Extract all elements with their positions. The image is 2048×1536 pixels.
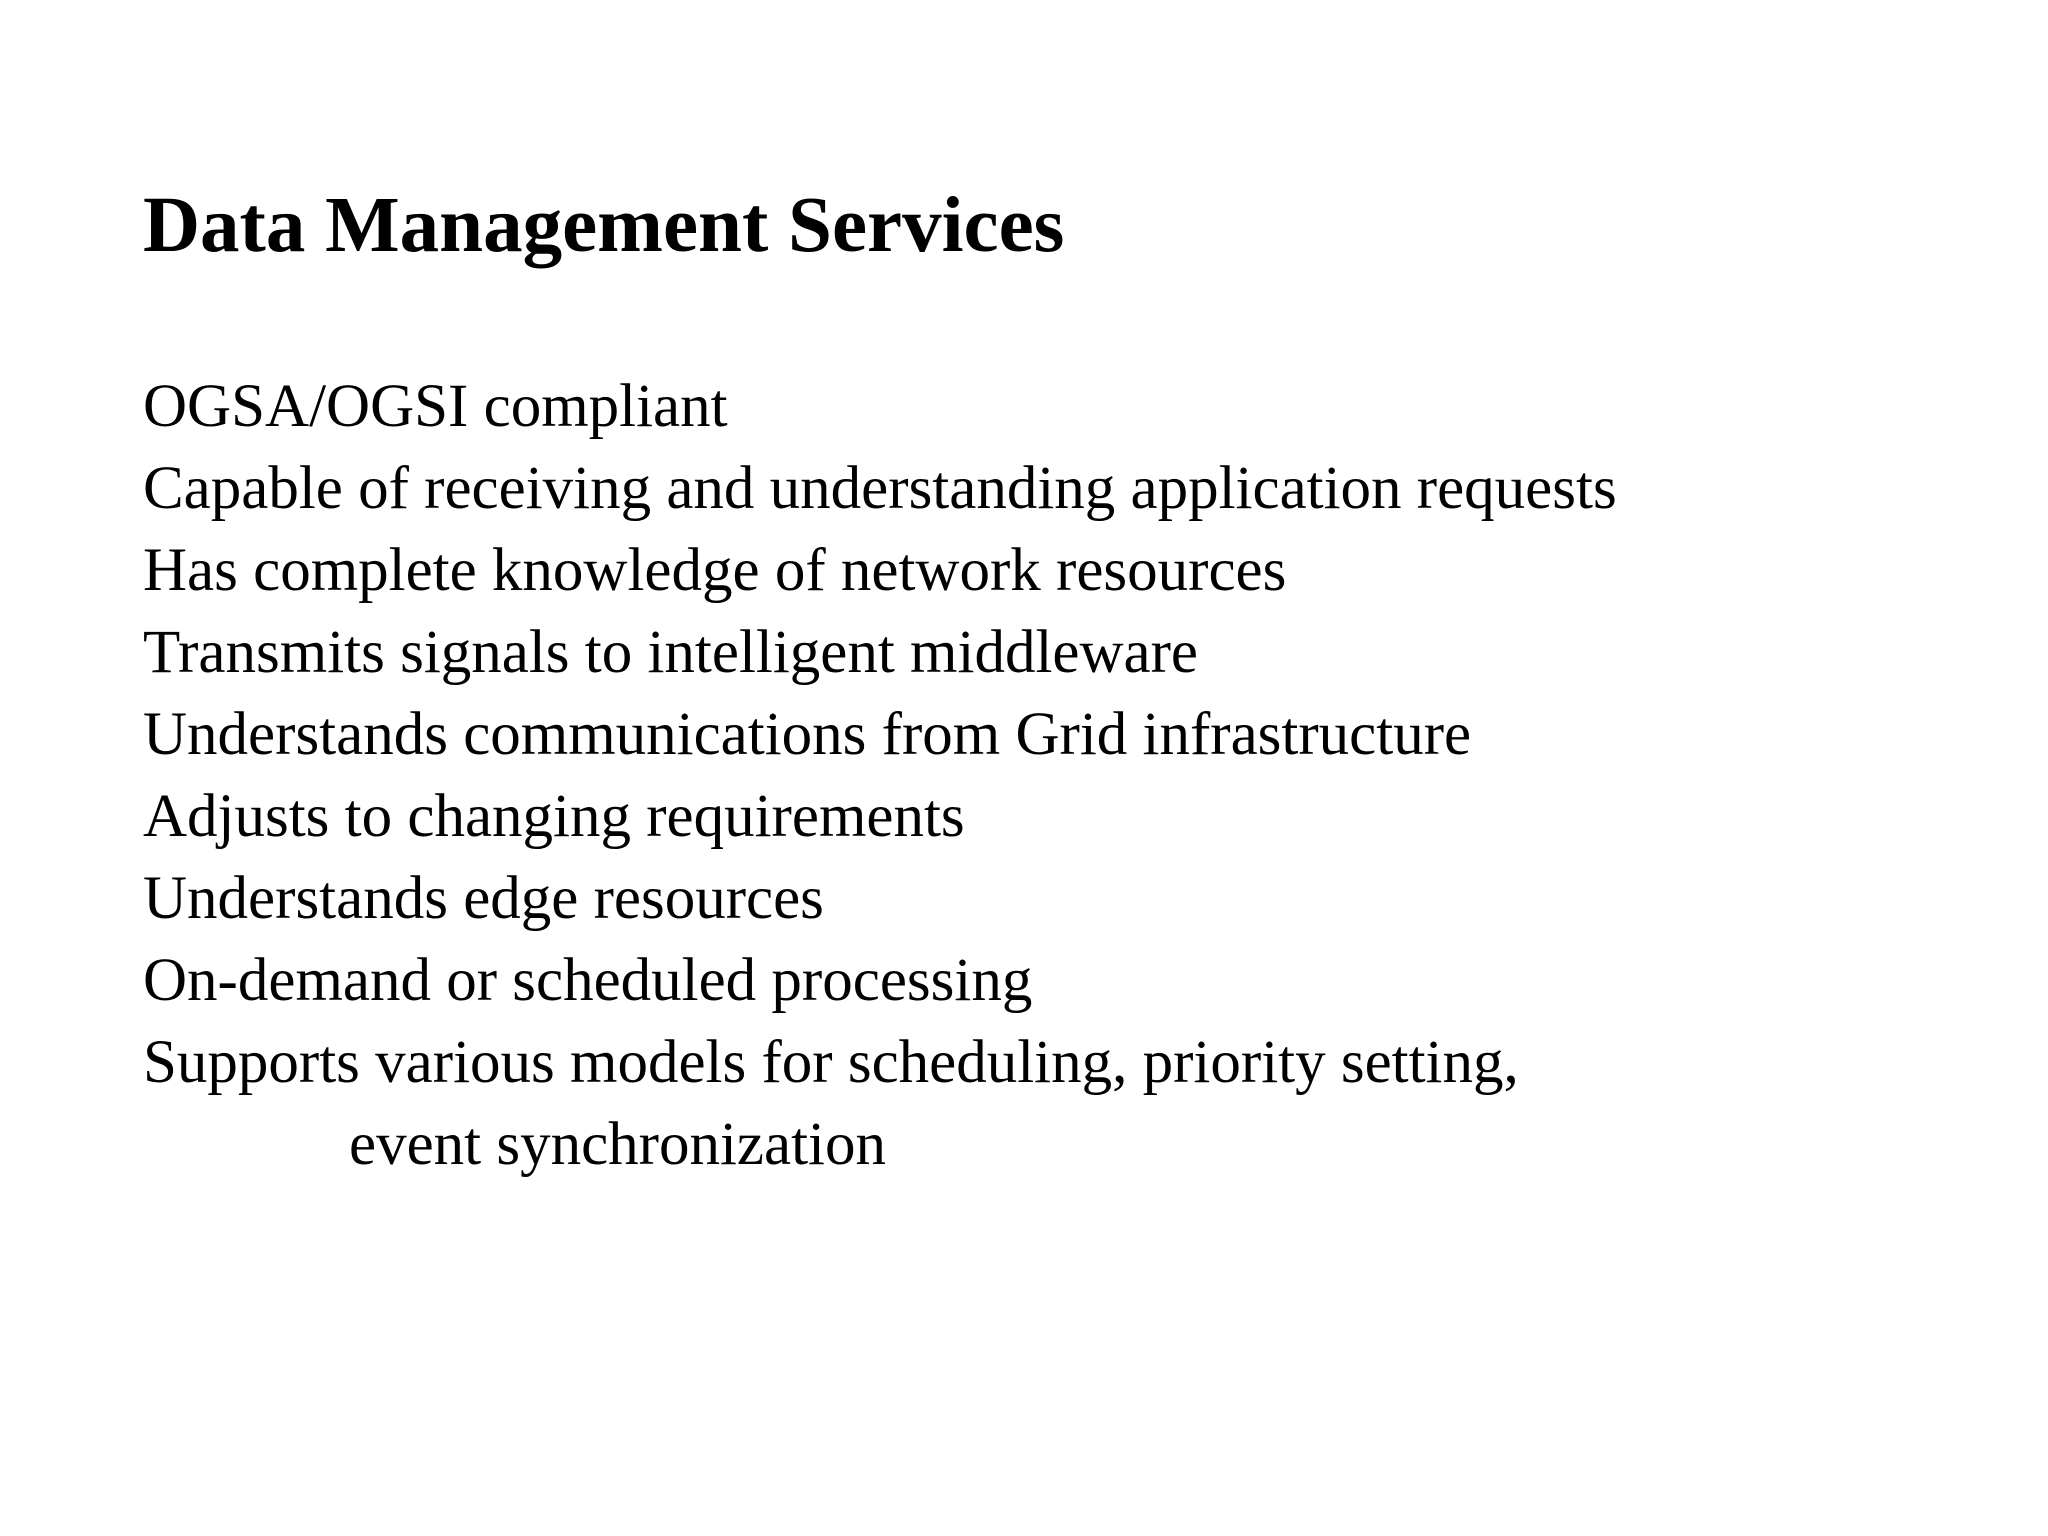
list-item: OGSA/OGSI compliant <box>143 373 728 440</box>
list-item: Capable of receiving and understanding application requests <box>143 455 1617 522</box>
slide-title: Data Management Services <box>143 182 1065 269</box>
feature-list <box>143 366 1617 1186</box>
list-item: On-demand or scheduled processing <box>143 947 1033 1014</box>
list-item: Transmits signals to intelligent middleware <box>143 619 1198 686</box>
list-item: Has complete knowledge of network resources <box>143 537 1287 604</box>
list-item: Understands communications from Grid infrastructure <box>143 701 1472 768</box>
list-item-continuation: event synchronization <box>349 1111 886 1178</box>
list-item: Supports various models for scheduling, priority setting, <box>143 1029 1519 1096</box>
list-item: Adjusts to changing requirements <box>143 783 965 850</box>
list-item: Understands edge resources <box>143 865 824 932</box>
